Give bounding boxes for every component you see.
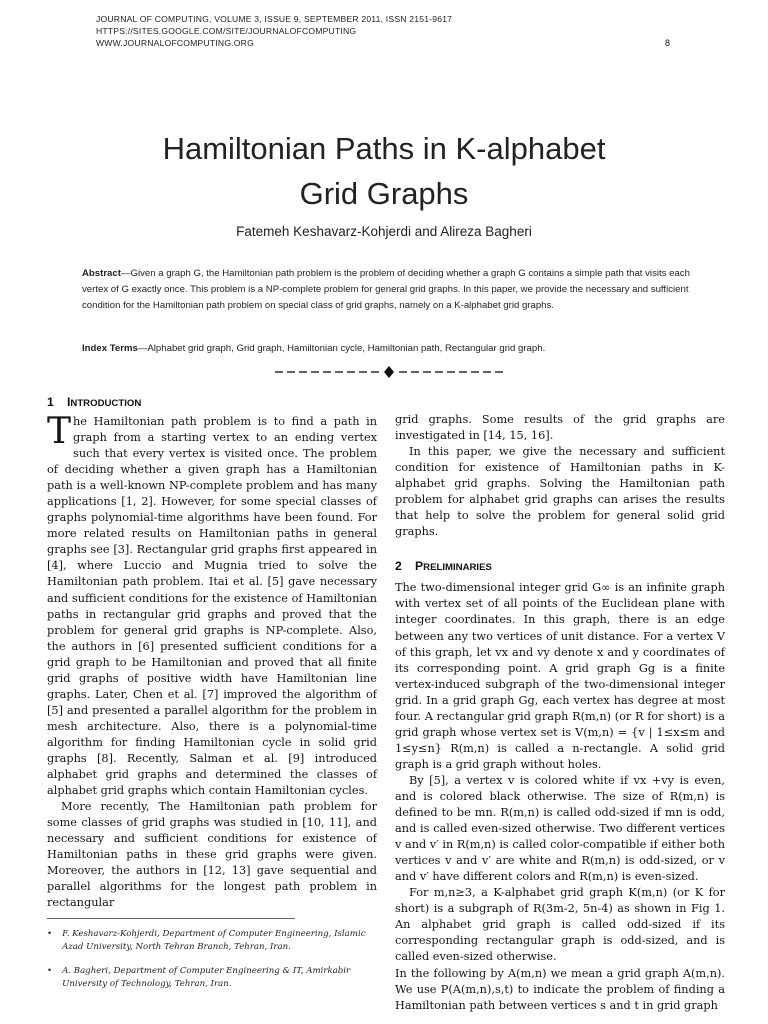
url-line[interactable]: HTTPS://SITES.GOOGLE.COM/SITE/JOURNALOFCOMPUTING [96,26,357,36]
site-line[interactable]: WWW.JOURNALOFCOMPUTING.ORG [96,38,254,48]
title-line-2: Grid Graphs [299,176,469,211]
journal-line: JOURNAL OF COMPUTING, VOLUME 3, ISSUE 9, SEPTEMBER 2011, ISSN 2151-9617 [96,14,453,24]
diamond-icon [384,366,394,378]
intro-paragraph-3: In this paper, we give the necessary and sufficient condition for existence of Hamiltonian paths in K-alphabet grid graphs. Solving the Hamiltonian path problem for alphabet grid graphs can arises the results that help to solve the problem for general solid grid graphs. [395,445,725,539]
intro-paragraph-2-continued: grid graphs. Some results of the grid graphs are investigated in [14, 15, 16]. [395,413,725,443]
section-heading-preliminaries: 2 PRELIMINARIES [395,559,492,574]
page-number: 8 [664,38,670,48]
intro-paragraph-2: More recently, The Hamiltonian path problem for some classes of grid graphs was studied in [10, 11], and necessary and sufficient conditions for existence of Hamiltonian paths in these grid graphs were given. Moreover, the authors in [12, 13] gave sequential and parallel algorithms for the longest path problem in rectangular [47,800,377,910]
running-head [96,13,670,49]
footnote-author-2 [47,965,367,990]
title-line-1: Hamiltonian Paths in K-alphabet [162,131,606,166]
index-terms-text: —Alphabet grid graph, Grid graph, Hamiltonian cycle, Hamiltonian path, Rectangular grid graph. [137,343,546,354]
prelim-paragraph-2: By [5], a vertex v is colored white if vx +vy is even, and is colored black otherwise. The size of R(m,n) is defined to be mn. R(m,n) is called odd-sized if mn is odd, and is called even-sized otherwise. Two different vertices v and v′ in R(m,n) is called color-compatible if either both vertices v and v′ are white and R(m,n) is odd-sized, or v and v′ have different colors and R(m,n) is even-sized. [395,773,725,884]
intro-paragraph-1: The Hamiltonian path problem is to find a path in graph from a starting vertex to an ending vertex such that every vertex is visited once. The problem of deciding whether a given graph has a Hamiltonian path is a well-known NP-complete problem and has many applications [1, 2]. However, for some special classes of graphs polynomial-time algorithms have been found. For more related results on Hamiltonian paths in general graphs see [3]. Rectangular grid graphs first appeared in [4], where Luccio and Mugnia tried to solve the Hamiltonian path problem. Itai et al. [5] gave necessary and sufficient conditions for the existence of Hamiltonian paths in rectangular grid graphs and proved that the problem for general grid graphs is NP-complete. Also, the authors in [6] presented sufficient conditions for a grid graph to be Hamiltonian and proved that all finite grid graphs of positive width have Hamiltonian line graphs. Later, Chen et al. [7] improved the algorithm of [5] and presented a parallel algorithm for the problem in mesh architecture. Also, there is a polynomial-time algorithm for finding Hamiltonian cycle in solid grid graphs [8]. Recently, Salman et al. [9] introduced alphabet grid graphs and determined the classes of alphabet grid graphs which contain Hamiltonian cycles. [47,411,377,798]
footnote-author-1 [47,928,367,953]
prelim-paragraph-4: In the following by A(m,n) we mean a grid graph A(m,n). We use P(A(m,n),s,t) to indicate the problem of finding a Hamiltonian path between vertices s and t in grid graph [395,966,725,1012]
abstract-label: Abstract [82,268,121,279]
drop-cap: T [47,411,72,452]
left-column [47,392,377,911]
abstract-text: —Given a graph G, the Hamiltonian path problem is the problem of deciding whether a graph G contains a simple path that visits each vertex of G exactly once. This problem is a NP-complete problem for general grid graphs. In this paper, we provide the necessary and sufficient condition for the Hamiltonian path problem on special class of grid graphs, namely on a K-alphabet grid graphs. [82,268,690,312]
index-terms [82,342,696,356]
index-terms-label: Index Terms [82,343,138,354]
section-heading-introduction: 1 INTRODUCTION [47,395,142,409]
footnote-rule [47,918,295,919]
footnote-bullet: • [47,929,53,939]
abstract [82,266,696,315]
footnote-bullet: • [47,966,53,976]
authors: Fatemeh Keshavarz-Kohjerdi and Alireza Bagheri [236,224,532,239]
prelim-paragraph-1: The two-dimensional integer grid G∞ is an infinite graph with vertex set of all points of the Euclidean plane with integer coordinates. In this graph, there is an edge between any two vertices of unit distance. For a vertex V of this graph, let vx and vy denote x and y coordinates of its corresponding point. A grid graph Gg is a finite vertex-induced subgraph of the two-dimensional integer grid. In a grid graph Gg, each vertex has degree at most four. A rectangular grid graph R(m,n) (or R for short) is a grid graph whose vertex set is V(m,n) = {v | 1≤x≤m and 1≤y≤n} R(m,n) is called a n-rectangle. A solid grid graph is a grid graph without holes. [395,581,725,771]
right-column [395,392,725,1014]
footnote-text: A. Bagheri, Department of Computer Engineering & IT, Amirkabir University of Technology, Tehran, Iran. [62,966,351,989]
footnote-text: F. Keshavarz-Kohjerdi, Department of Computer Engineering, Islamic Azad University, North Tehran Branch, Tehran, Iran. [62,929,366,952]
section-separator [273,362,505,382]
prelim-paragraph-3: For m,n≥3, a K-alphabet grid graph K(m,n) (or K for short) is a subgraph of R(3m-2, 5n-4) as shown in Fig 1. An alphabet grid graph is called odd-sized if its corresponding rectangular graph is odd-sized, and is called even-sized otherwise. [395,886,725,964]
paper-title [84,126,684,216]
